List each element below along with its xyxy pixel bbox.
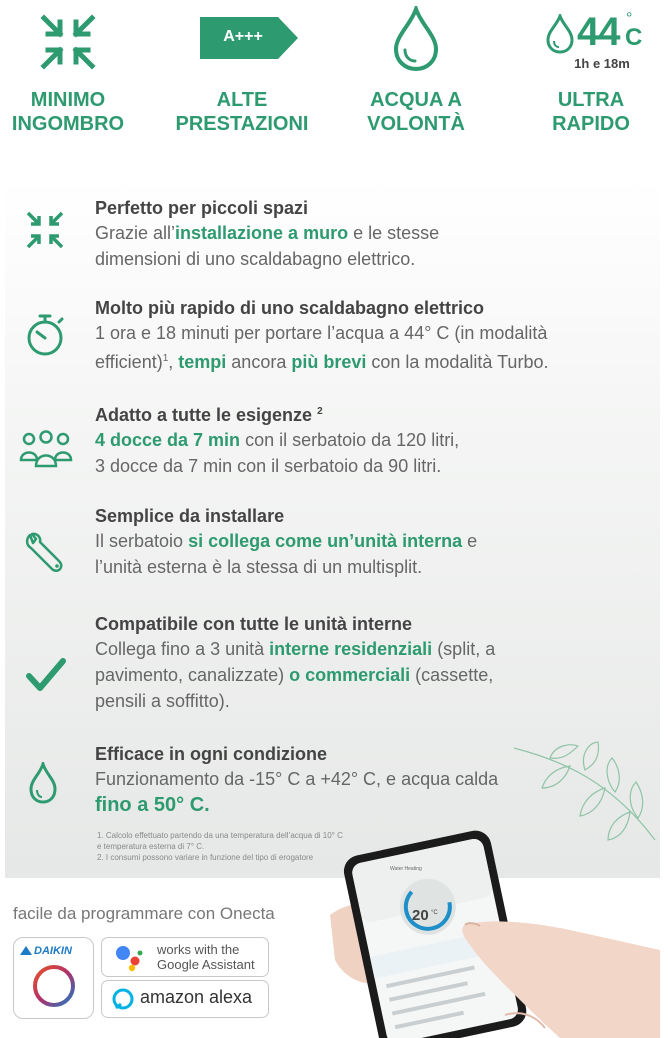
temperature-value: 44	[577, 10, 620, 54]
feature-description: 4 docce da 7 min con il serbatoio da 120 litri, 3 docce da 7 min con il serbatoio da 90 litri.	[95, 430, 460, 476]
feature-item	[95, 296, 655, 375]
energy-class-badge: A+++	[223, 28, 263, 45]
top-label-line1: MINIMO	[30, 89, 106, 111]
temperature-degree: °	[626, 10, 633, 27]
heating-duration: 1h e 18m	[574, 56, 630, 71]
temperature-unit: C	[625, 24, 643, 51]
top-label-line1: ALTE	[216, 89, 268, 111]
phone-setpoint-unit: °C	[431, 910, 438, 916]
feature-item	[95, 400, 655, 479]
feature-description: Funzionamento da -15° C a +42° C, e acqua calda fino a 50° C.	[95, 769, 499, 816]
footnote-line: 2. I consumi possono variare in funzione del tipo di erogatore	[97, 853, 314, 862]
google-assistant-badge	[101, 937, 269, 977]
top-label-line1: ULTRA	[557, 89, 625, 111]
people-group-icon	[19, 430, 73, 470]
compress-arrows-icon	[25, 210, 65, 250]
google-assistant-icon	[114, 944, 146, 972]
water-drop-icon	[391, 6, 441, 72]
checkmark-icon	[26, 658, 66, 692]
footnote-line: e temperatura esterna di 7° C.	[97, 842, 205, 851]
alexa-label: amazon alexa	[140, 987, 253, 1007]
feature-title: Semplice da installare	[95, 506, 285, 526]
water-drop-icon	[28, 762, 58, 804]
feature-title: Adatto a tutte le esigenze $^2$	[95, 405, 323, 425]
feature-item	[95, 196, 655, 272]
top-label-line2: RAPIDO	[552, 113, 630, 135]
amazon-alexa-badge	[101, 980, 269, 1018]
daikin-app-card	[13, 937, 94, 1019]
feature-title: Compatibile con tutte le unità interne	[95, 614, 413, 634]
feature-description: 1 ora e 18 minuti per portare l’acqua a 44° C (in modalità efficient)$^1$, tempi ancora più brevi con la modalità Turbo.	[95, 323, 549, 372]
energy-label-arrow	[200, 17, 298, 59]
feature-description: Grazie all’installazione a muro e le stesse dimensioni di uno scaldabagno elettrico.	[95, 223, 440, 269]
top-label-line2: VOLONTÀ	[367, 113, 465, 135]
top-label-line2: PRESTAZIONI	[175, 113, 309, 135]
wrench-icon	[24, 532, 68, 576]
top-label-line2: INGOMBRO	[11, 113, 125, 135]
feature-item	[95, 612, 655, 714]
phone-setpoint: 20	[412, 907, 429, 924]
feature-description: Il serbatoio si collega come un’unità interna e l’unità esterna è la stessa di un multisplit.	[95, 531, 478, 577]
top-label-line1: ACQUA A	[370, 89, 462, 111]
onecta-ring-icon	[31, 963, 77, 1009]
drop-temperature-icon	[545, 8, 645, 71]
phone-in-hand-image	[330, 830, 660, 1038]
feature-item	[95, 504, 655, 580]
programming-caption: facile da programmare con Onecta	[13, 904, 275, 923]
feature-title: Efficace in ogni condizione	[95, 744, 328, 764]
compress-arrows-icon	[40, 14, 96, 70]
daikin-logo: DAIKIN	[20, 945, 72, 957]
google-line2: Google Assistant	[157, 957, 255, 972]
feature-title: Perfetto per piccoli spazi	[95, 198, 309, 218]
google-line1: works with the	[157, 942, 240, 957]
feature-title: Molto più rapido di uno scaldabagno elettrico	[95, 298, 485, 318]
alexa-icon	[112, 988, 134, 1010]
stopwatch-icon	[24, 312, 66, 358]
footnote-line: 1. Calcolo effettuato partendo da una temperatura dell’acqua di 10° C	[97, 831, 343, 840]
phone-app-title: Water Heating	[390, 866, 422, 872]
feature-description: Collega fino a 3 unità interne residenziali (split, a pavimento, canalizzate) o commerciali (cassette, pensili a soffitto).	[95, 639, 496, 711]
